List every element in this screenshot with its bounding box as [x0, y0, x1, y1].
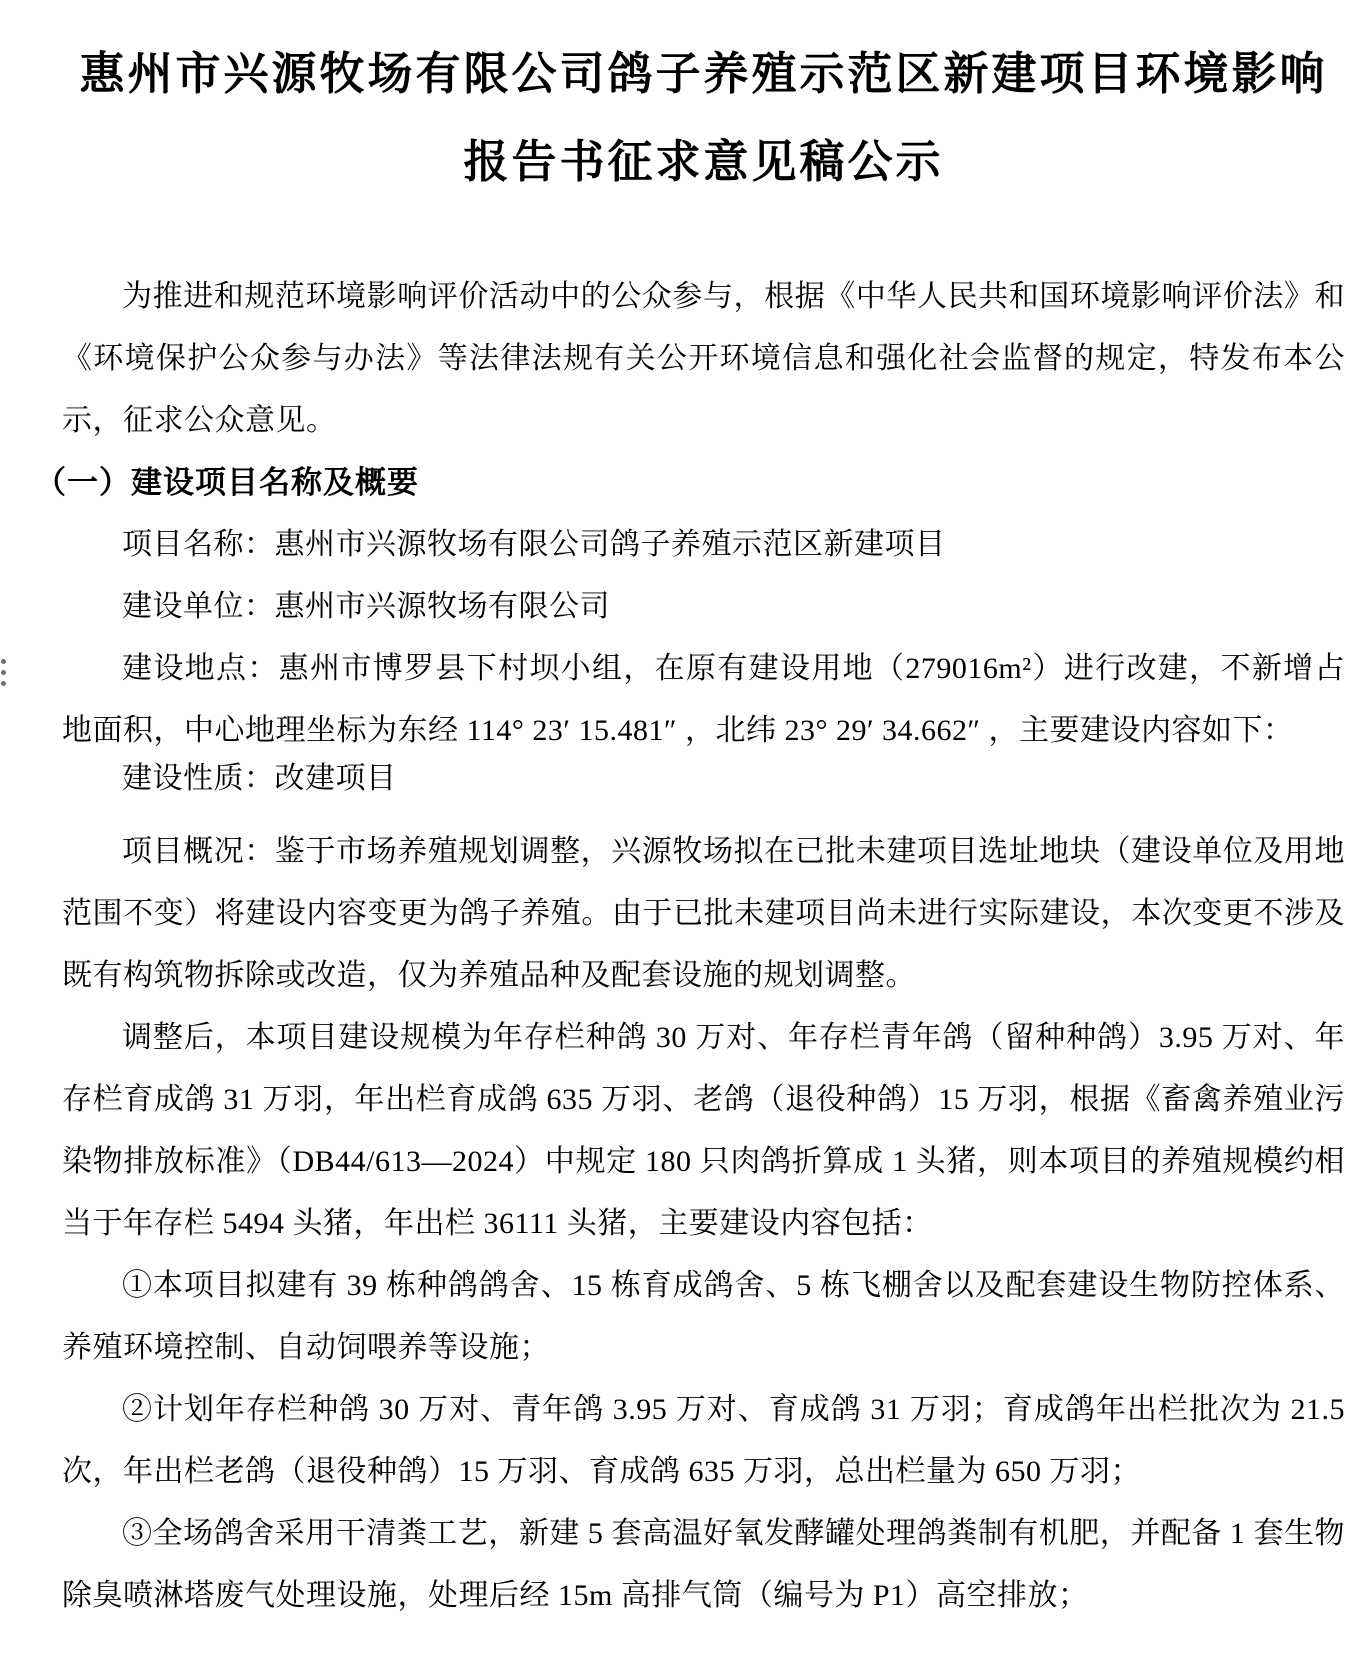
vertical-dots-icon — [1, 659, 6, 686]
paragraph-project-overview: 项目概况：鉴于市场养殖规划调整，兴源牧场拟在已批未建项目选址地块（建设单位及用地范围不变）将建设内容变更为鸽子养殖。由于已批未建项目尚未进行实际建设，本次变更不涉及既有构筑物拆除或改造，仅为养殖品种及配套设施的规划调整。 — [62, 835, 1345, 992]
dot — [1, 670, 6, 675]
document-title — [62, 30, 1345, 206]
paragraph-construction-nature: 建设性质：改建项目 — [122, 762, 397, 795]
paragraph-construction-site: 建设地点：惠州市博罗县下村坝小组，在原有建设用地（279016m²）进行改建，不新增占地面积，中心地理坐标为东经 114° 23′ 15.481″ ，北纬 23° 29′ 34.662″ ，主要建设内容如下： — [62, 652, 1345, 747]
document-body — [35, 266, 1345, 1627]
paragraph-adjusted-scale: 调整后，本项目建设规模为年存栏种鸽 30 万对、年存栏青年鸽（留种种鸽）3.95 万对、年存栏育成鸽 31 万羽，年出栏育成鸽 635 万羽、老鸽（退役种鸽）15 万羽，根据《畜禽养殖业污染物排放标准》（DB44/613—2024）中规定 180 只肉鸽折算成 1 头猪，则本项目的养殖规模约相当于年存栏 5494 头猪，年出栏 36111 头猪，主要建设内容包括： — [62, 1021, 1345, 1240]
paragraph-item-2: ②计划年存栏种鸽 30 万对、青年鸽 3.95 万对、育成鸽 31 万羽；育成鸽年出栏批次为 21.5 次，年出栏老鸽（退役种鸽）15 万羽、育成鸽 635 万羽，总出栏量为 650 万羽； — [62, 1393, 1345, 1488]
dot — [1, 681, 6, 686]
document-title-line1: 惠州市兴源牧场有限公司鸽子养殖示范区新建项目环境影响 — [79, 48, 1328, 99]
paragraph-item-3: ③全场鸽舍采用干清粪工艺，新建 5 套高温好氧发酵罐处理鸽粪制有机肥，并配备 1 套生物除臭喷淋塔废气处理设施，处理后经 15m 高排气筒（编号为 P1）高空排放； — [62, 1517, 1345, 1612]
paragraph-construction-unit: 建设单位：惠州市兴源牧场有限公司 — [122, 590, 610, 623]
paragraph-project-name: 项目名称：惠州市兴源牧场有限公司鸽子养殖示范区新建项目 — [122, 528, 946, 561]
paragraph-item-1: ①本项目拟建有 39 栋种鸽鸽舍、15 栋育成鸽舍、5 栋飞棚舍以及配套建设生物防控体系、养殖环境控制、自动饲喂养等设施； — [62, 1269, 1345, 1364]
paragraph-purpose: 为推进和规范环境影响评价活动中的公众参与，根据《中华人民共和国环境影响评价法》和《环境保护公众参与办法》等法律法规有关公开环境信息和强化社会监督的规定，特发布本公示，征求公众意见。 — [62, 280, 1345, 437]
document-title-line2: 报告书征求意见稿公示 — [463, 136, 944, 187]
dot — [1, 659, 6, 664]
section-heading-1: （一）建设项目名称及概要 — [35, 465, 419, 500]
